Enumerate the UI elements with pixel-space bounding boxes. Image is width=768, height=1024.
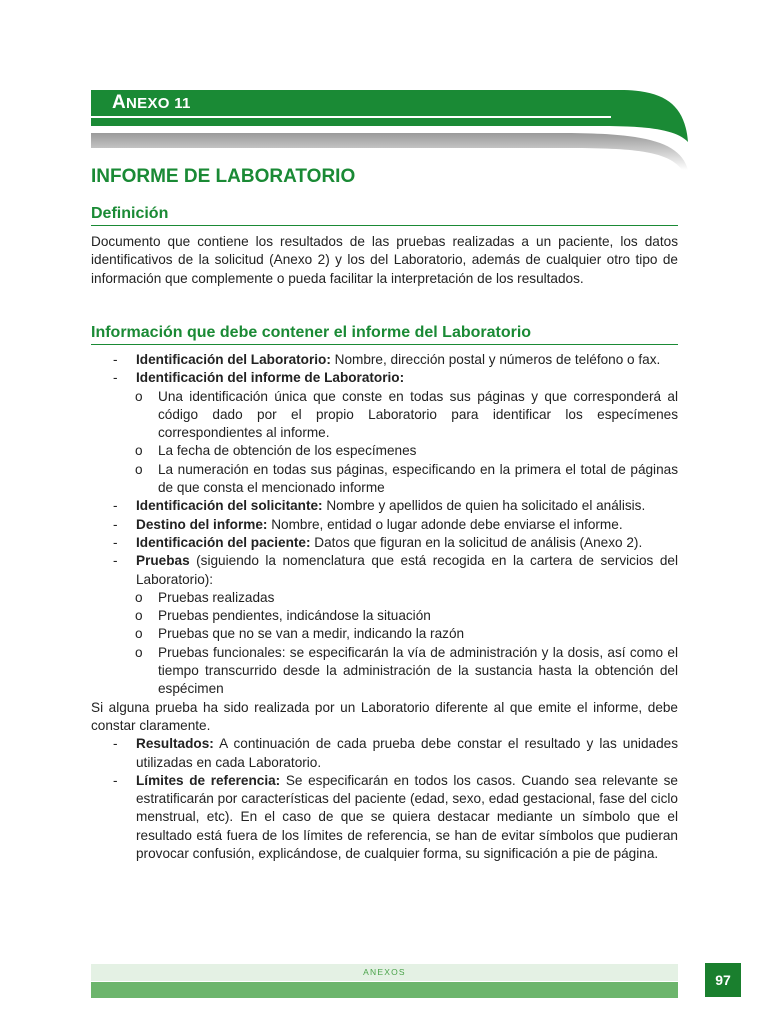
sub-text: Pruebas realizadas [158, 589, 275, 605]
list-item-results [91, 735, 678, 772]
list-dash: - [113, 370, 118, 386]
page-number: 97 [705, 963, 741, 997]
sub-text: Pruebas funcionales: se especificarán la vía de administración y la dosis, así como el tiempo transcurrido desde la administración de la sustancia hasta la obtención del espécimen [158, 644, 678, 697]
list-dash: - [113, 534, 118, 550]
footer-label: ANEXOS [363, 967, 406, 977]
list-item-destination [91, 516, 678, 534]
item-label: Resultados: [136, 736, 214, 752]
list-item-patient-id [91, 534, 678, 552]
info-heading: Información que debe contener el informe del Laboratorio [91, 324, 678, 345]
info-list [91, 351, 678, 863]
item-text: Nombre, entidad o lugar adonde debe enviarse el informe. [267, 516, 623, 532]
list-dash: - [113, 516, 118, 532]
sub-bullet: o [135, 388, 143, 404]
sub-item [91, 625, 678, 643]
sub-text: La fecha de obtención de los especímenes [158, 443, 417, 459]
list-item-lab-id [91, 351, 678, 369]
annex-banner [0, 0, 768, 175]
sub-bullet: o [135, 589, 143, 605]
info-paragraph: Si alguna prueba ha sido realizada por un Laboratorio diferente al que emite el informe, debe constar claramente. [91, 699, 678, 733]
sub-item [91, 461, 678, 498]
item-text: Datos que figuran en la solicitud de análisis (Anexo 2). [310, 534, 643, 550]
list-dash: - [113, 736, 118, 752]
annex-title-first: A [112, 92, 127, 113]
list-dash: - [113, 498, 118, 514]
sub-bullet: o [135, 443, 143, 459]
item-text: (siguiendo la nomenclatura que está recogida en la cartera de servicios del Laboratorio): [136, 553, 678, 587]
item-label: Identificación del Laboratorio: [136, 352, 331, 367]
sub-item [91, 607, 678, 625]
list-item-limits [91, 772, 678, 863]
annex-title [112, 91, 191, 115]
definicion-text: Documento que contiene los resultados de las pruebas realizadas a un paciente, los datos identificativos de la solicitud (Anexo 2) y los del Laboratorio, además de cualquier otro tipo de información que complemente o pueda facilitar la interpretación de los resultados. [91, 234, 678, 286]
item-text: Se especificarán en todos los casos. Cuando sea relevante se estratificarán por características del paciente (edad, sexo, edad gestacional, fase del ciclo menstrual, etc). En el caso de que se quiera destacar mediante un símbolo que el resultado está fuera de los límites de referencia, se han de evitar símbolos que pudieran provocar confusión, explicándose, de cualquier forma, su significación a pie de página. [136, 772, 678, 862]
sub-text: Pruebas pendientes, indicándose la situación [158, 608, 431, 624]
sub-bullet: o [135, 644, 143, 660]
item-label: Límites de referencia: [136, 772, 281, 788]
sub-item [91, 644, 678, 699]
list-dash: - [113, 772, 118, 788]
list-item-tests [91, 552, 678, 589]
item-label: Identificación del informe de Laboratorio: [136, 370, 405, 386]
sub-text: Una identificación única que conste en todas sus páginas y que corresponderá al código dado por el propio Laboratorio para identificar los especímenes correspondientes al informe. [158, 388, 678, 441]
item-text: Nombre y apellidos de quien ha solicitado el análisis. [322, 498, 646, 514]
item-text: A continuación de cada prueba debe constar el resultado y las unidades utilizadas en cada Laboratorio. [136, 736, 678, 770]
sub-item [91, 442, 678, 460]
item-label: Identificación del solicitante: [136, 498, 323, 514]
sub-bullet: o [135, 461, 143, 477]
list-dash: - [113, 352, 118, 367]
sub-item [91, 589, 678, 607]
sub-bullet: o [135, 626, 143, 642]
item-text: Nombre, dirección postal y números de teléfono o fax. [330, 352, 661, 367]
sub-text: Pruebas que no se van a medir, indicando la razón [158, 626, 465, 642]
item-label: Destino del informe: [136, 516, 268, 532]
list-item-report-id [91, 369, 678, 387]
footer-bar [91, 982, 678, 998]
list-item-requester-id [91, 497, 678, 515]
item-label: Identificación del paciente: [136, 534, 311, 550]
sub-text: La numeración en todas sus páginas, especificando en la primera el total de páginas de que consta el mencionado informe [158, 461, 678, 496]
page-title: INFORME DE LABORATORIO [91, 166, 356, 187]
definicion-heading: Definición [91, 205, 678, 226]
item-label: Pruebas [136, 553, 190, 569]
sub-item [91, 388, 678, 443]
annex-title-rest: NEXO 11 [126, 95, 191, 112]
sub-bullet: o [135, 608, 143, 624]
list-dash: - [113, 553, 118, 569]
